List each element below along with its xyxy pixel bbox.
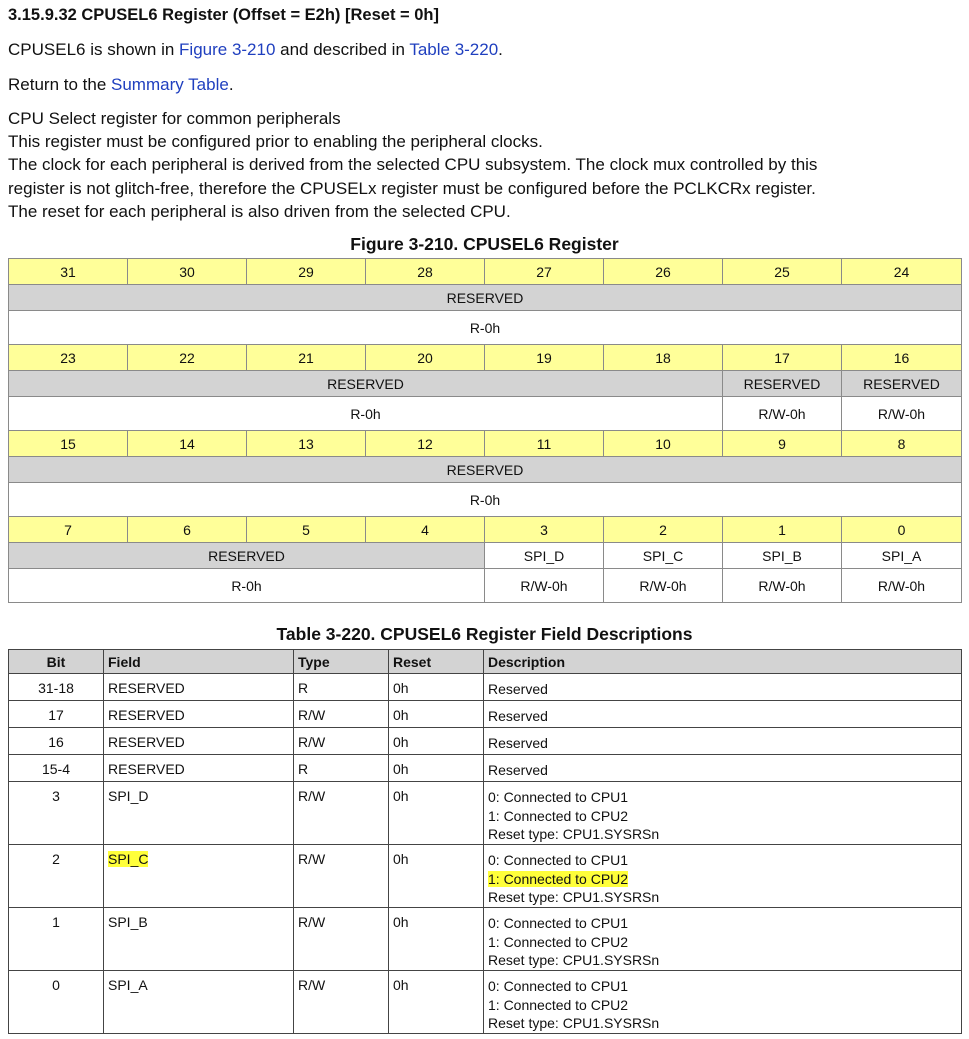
cell-reset: 0h: [389, 845, 484, 908]
access-row: [9, 311, 962, 345]
table-row: [9, 908, 962, 971]
cell-type: R/W: [294, 971, 389, 1034]
access-type: R/W-0h: [842, 569, 962, 603]
reserved-field: RESERVED: [723, 371, 842, 397]
reserved-field: RESERVED: [842, 371, 962, 397]
bit-number: 29: [247, 259, 366, 285]
field-name: SPI_B: [108, 914, 148, 930]
register-field: SPI_C: [604, 543, 723, 569]
description-line: The clock for each peripheral is derived from the selected CPU subsystem. The clock mux controlled by this: [8, 155, 818, 175]
description-line: This register must be configured prior to enabling the peripheral clocks.: [8, 132, 543, 152]
description-line: 0: Connected to CPU1: [488, 978, 629, 994]
bit-number: 9: [723, 431, 842, 457]
return-suffix: .: [228, 75, 234, 94]
table-header-row: [9, 650, 962, 674]
bit-number: 30: [128, 259, 247, 285]
intro-suffix: .: [498, 40, 503, 59]
cell-description: [484, 728, 962, 755]
bit-number: 28: [366, 259, 485, 285]
access-type: R/W-0h: [842, 397, 962, 431]
bit-number: 0: [842, 517, 962, 543]
cell-field: [104, 971, 294, 1034]
table-row: [9, 755, 962, 782]
return-paragraph: [8, 73, 234, 96]
section-heading: 3.15.9.32 CPUSEL6 Register (Offset = E2h) [Reset = 0h]: [8, 6, 439, 24]
bit-number: 3: [485, 517, 604, 543]
bit-number: 14: [128, 431, 247, 457]
field-name: RESERVED: [108, 680, 185, 696]
access-type: R-0h: [9, 483, 962, 517]
description-line: Reserved: [488, 681, 548, 697]
description-line: Reset type: CPU1.SYSRSn: [488, 952, 660, 969]
table-row: [9, 728, 962, 755]
cell-field: [104, 755, 294, 782]
cell-type: R: [294, 755, 389, 782]
bit-number-row: [9, 517, 962, 543]
bit-number: 7: [9, 517, 128, 543]
bit-number: 2: [604, 517, 723, 543]
cell-description: [484, 782, 962, 845]
cell-description: [484, 908, 962, 971]
bit-number: 27: [485, 259, 604, 285]
description-line: Reset type: CPU1.SYSRSn: [488, 1015, 660, 1032]
description-line: 0: Connected to CPU1: [488, 852, 629, 868]
description-line: Reset type: CPU1.SYSRSn: [488, 889, 660, 906]
register-field: SPI_D: [485, 543, 604, 569]
cell-field: [104, 674, 294, 701]
cell-bit: 3: [9, 782, 104, 845]
bit-number: 6: [128, 517, 247, 543]
bit-number: 11: [485, 431, 604, 457]
cell-reset: 0h: [389, 728, 484, 755]
description-line: Reserved: [488, 708, 548, 724]
cell-reset: 0h: [389, 782, 484, 845]
figure-title: Figure 3-210. CPUSEL6 Register: [350, 234, 619, 254]
table-row: [9, 782, 962, 845]
table-row: [9, 701, 962, 728]
cell-field: [104, 845, 294, 908]
bit-number-row: [9, 345, 962, 371]
cell-type: R/W: [294, 908, 389, 971]
cell-reset: 0h: [389, 971, 484, 1034]
field-name: RESERVED: [108, 761, 185, 777]
description-line: 0: Connected to CPU1: [488, 915, 629, 931]
cell-reset: 0h: [389, 755, 484, 782]
cell-reset: 0h: [389, 701, 484, 728]
cell-field: [104, 728, 294, 755]
table-row: [9, 845, 962, 908]
access-row: [9, 569, 962, 603]
access-type: R-0h: [9, 311, 962, 345]
reserved-field: RESERVED: [9, 543, 485, 569]
cell-description: [484, 674, 962, 701]
register-description: [8, 107, 817, 223]
cell-description: [484, 701, 962, 728]
field-name-row: [9, 457, 962, 483]
description-line: 0: Connected to CPU1: [488, 789, 629, 805]
bit-number: 31: [9, 259, 128, 285]
bit-number: 24: [842, 259, 962, 285]
description-line: The reset for each peripheral is also driven from the selected CPU.: [8, 201, 511, 221]
cell-bit: 17: [9, 701, 104, 728]
description-line: register is not glitch-free, therefore the CPUSELx register must be configured before the PCLKCRx register.: [8, 178, 816, 198]
access-type: R/W-0h: [723, 569, 842, 603]
table-row: [9, 971, 962, 1034]
table-title: Table 3-220. CPUSEL6 Register Field Descriptions: [276, 624, 693, 644]
bit-number: 4: [366, 517, 485, 543]
access-type: R-0h: [9, 397, 723, 431]
cell-bit: 31-18: [9, 674, 104, 701]
access-type: R/W-0h: [604, 569, 723, 603]
cell-field: [104, 782, 294, 845]
cell-type: R/W: [294, 701, 389, 728]
bit-number: 13: [247, 431, 366, 457]
description-line: Reserved: [488, 762, 548, 778]
bit-number: 20: [366, 345, 485, 371]
field-name: SPI_D: [108, 788, 149, 804]
reserved-field: RESERVED: [9, 285, 962, 311]
figure-link[interactable]: Figure 3-210: [179, 40, 276, 59]
table-row: [9, 674, 962, 701]
cell-field: [104, 908, 294, 971]
header-field: Field: [104, 650, 294, 674]
register-field: SPI_B: [723, 543, 842, 569]
cell-bit: 1: [9, 908, 104, 971]
access-row: [9, 483, 962, 517]
cell-reset: 0h: [389, 674, 484, 701]
intro-paragraph: [8, 38, 503, 61]
cell-field: [104, 701, 294, 728]
bit-number: 8: [842, 431, 962, 457]
field-description-table: [8, 649, 962, 1034]
access-type: R/W-0h: [485, 569, 604, 603]
bit-number-row: [9, 259, 962, 285]
field-name: SPI_A: [108, 977, 148, 993]
bit-number: 25: [723, 259, 842, 285]
bit-number: 22: [128, 345, 247, 371]
access-row: [9, 397, 962, 431]
description-line: 1: Connected to CPU2: [488, 996, 629, 1013]
header-type: Type: [294, 650, 389, 674]
cell-bit: 2: [9, 845, 104, 908]
intro-prefix: CPUSEL6 is shown in: [8, 40, 180, 59]
cell-bit: 15-4: [9, 755, 104, 782]
description-line: [488, 870, 957, 889]
highlighted-text: 1: Connected to CPU2: [488, 870, 629, 887]
description-line: Reset type: CPU1.SYSRSn: [488, 826, 660, 843]
description-line: CPU Select register for common peripherals: [8, 109, 341, 128]
reserved-field: RESERVED: [9, 371, 723, 397]
bit-number: 26: [604, 259, 723, 285]
access-type: R-0h: [9, 569, 485, 603]
bit-number: 12: [366, 431, 485, 457]
bit-number: 19: [485, 345, 604, 371]
cell-type: R/W: [294, 782, 389, 845]
cell-description: [484, 755, 962, 782]
header-reset: Reset: [389, 650, 484, 674]
bit-number: 21: [247, 345, 366, 371]
description-line: 1: Connected to CPU2: [488, 933, 629, 950]
cell-type: R: [294, 674, 389, 701]
cell-bit: 16: [9, 728, 104, 755]
access-type: R/W-0h: [723, 397, 842, 431]
field-name-row: [9, 543, 962, 569]
field-name: RESERVED: [108, 707, 185, 723]
intro-middle: and described in: [275, 40, 410, 59]
bit-number: 18: [604, 345, 723, 371]
table-link[interactable]: Table 3-220: [409, 40, 499, 59]
description-line: Reserved: [488, 735, 548, 751]
bit-number: 23: [9, 345, 128, 371]
bit-number: 16: [842, 345, 962, 371]
return-prefix: Return to the: [8, 75, 112, 94]
cell-reset: 0h: [389, 908, 484, 971]
cell-type: R/W: [294, 845, 389, 908]
bit-number: 5: [247, 517, 366, 543]
field-name-row: [9, 371, 962, 397]
bit-number: 1: [723, 517, 842, 543]
bit-number-row: [9, 431, 962, 457]
summary-table-link[interactable]: Summary Table: [111, 75, 229, 94]
field-name: SPI_C: [108, 851, 149, 867]
header-description: Description: [484, 650, 962, 674]
cell-type: R/W: [294, 728, 389, 755]
register-diagram: [8, 258, 962, 603]
field-name: RESERVED: [108, 734, 185, 750]
field-name-row: [9, 285, 962, 311]
register-field: SPI_A: [842, 543, 962, 569]
bit-number: 17: [723, 345, 842, 371]
description-line: 1: Connected to CPU2: [488, 807, 629, 824]
header-bit: Bit: [9, 650, 104, 674]
reserved-field: RESERVED: [9, 457, 962, 483]
bit-number: 10: [604, 431, 723, 457]
cell-description: [484, 971, 962, 1034]
cell-description: [484, 845, 962, 908]
cell-bit: 0: [9, 971, 104, 1034]
bit-number: 15: [9, 431, 128, 457]
